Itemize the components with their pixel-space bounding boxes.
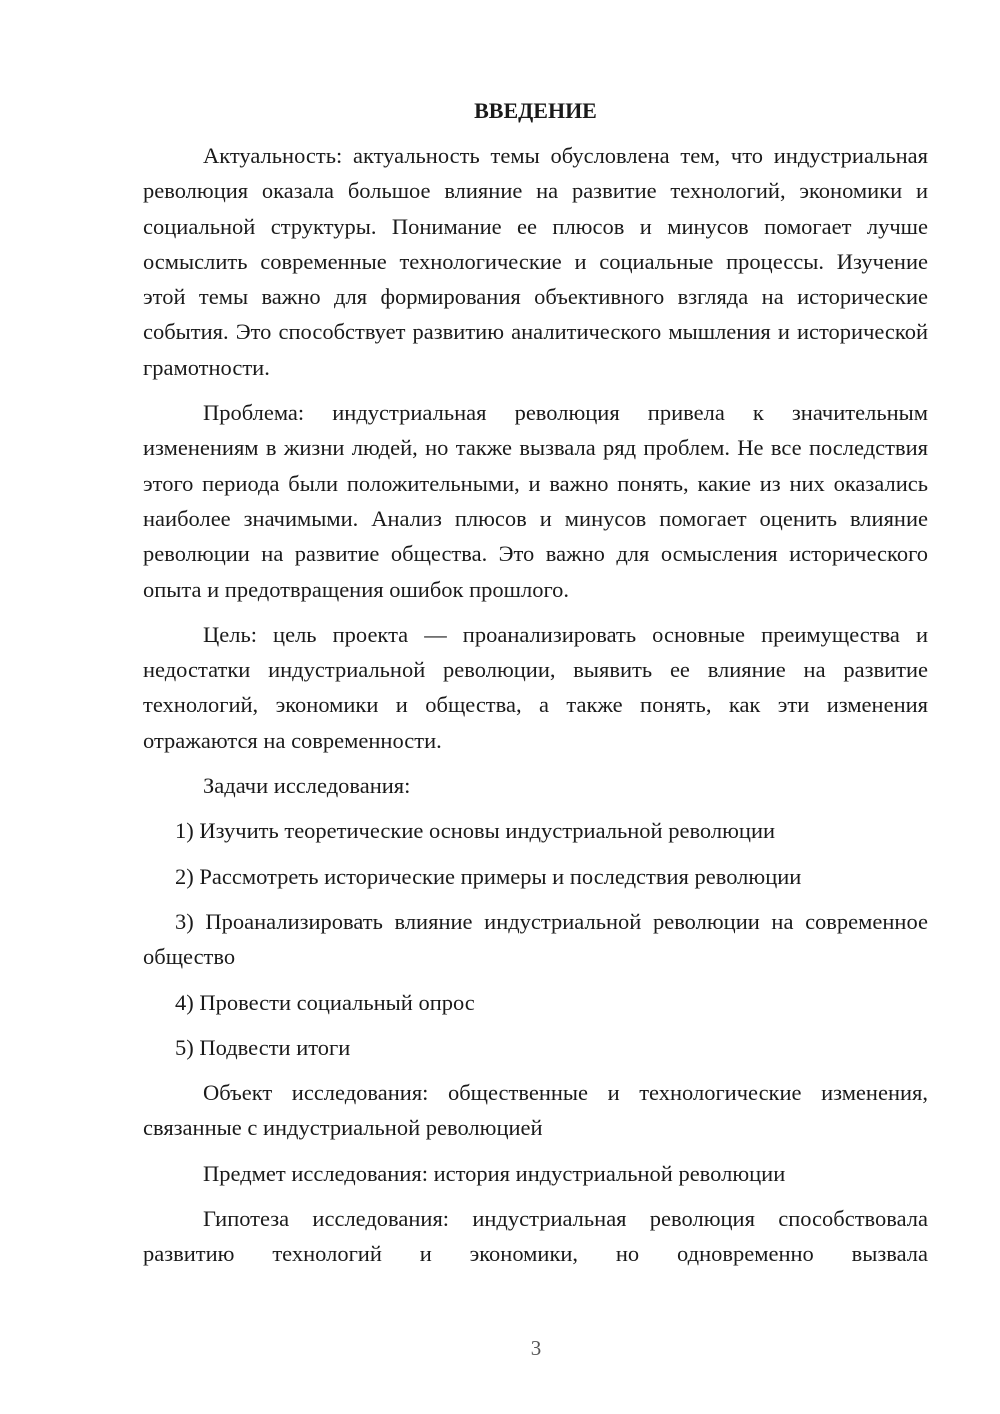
task-item: 3) Проанализировать влияние индустриальной революции на современное общество (143, 908, 928, 970)
tasks-heading: Задачи исследования: (203, 773, 411, 799)
section-heading: ВВЕДЕНИЕ (474, 98, 597, 123)
page-content (143, 96, 928, 1282)
task-item: 1) Изучить теоретические основы индустриальной революции (175, 818, 776, 844)
page-number: 3 (530, 1336, 542, 1360)
relevance-paragraph: Актуальность: актуальность темы обусловлена тем, что индустриальная революция оказала большое влияние на развитие технологий, экономики и социальной структуры. Понимание ее плюсов и минусов помогает лучше осмыслить современные технологические и социальные процессы. Изучение этой темы важно для формирования объективного взгляда на исторические события. Это способствует развитию аналитического мышления и исторической грамотности. (143, 143, 928, 380)
task-item: 4) Провести социальный опрос (175, 989, 475, 1015)
task-item: 2) Рассмотреть исторические примеры и последствия революции (175, 863, 802, 889)
problem-paragraph: Проблема: индустриальная революция привела к значительным изменениям в жизни людей, но также вызвала ряд проблем. Не все последствия этого периода были положительными, и важно понять, какие из них оказались наиболее значимыми. Анализ плюсов и минусов помогает оценить влияние революции на развитие общества. Это важно для осмысления исторического опыта и предотвращения ошибок прошлого. (143, 400, 928, 602)
goal-paragraph: Цель: цель проекта — проанализировать основные преимущества и недостатки индустриальной революции, выявить ее влияние на развитие технологий, экономики и общества, а также понять, как эти изменения отражаются на современности. (143, 621, 928, 753)
subject-paragraph: Предмет исследования: история индустриальной революции (203, 1160, 786, 1186)
object-paragraph: Объект исследования: общественные и технологические изменения, связанные с индустриальной революцией (143, 1080, 928, 1141)
task-item: 5) Подвести итоги (175, 1034, 351, 1060)
hypothesis-paragraph: Гипотеза исследования: индустриальная революция способствовала развитию технологий и экономики, но одновременно вызвала (143, 1206, 928, 1267)
